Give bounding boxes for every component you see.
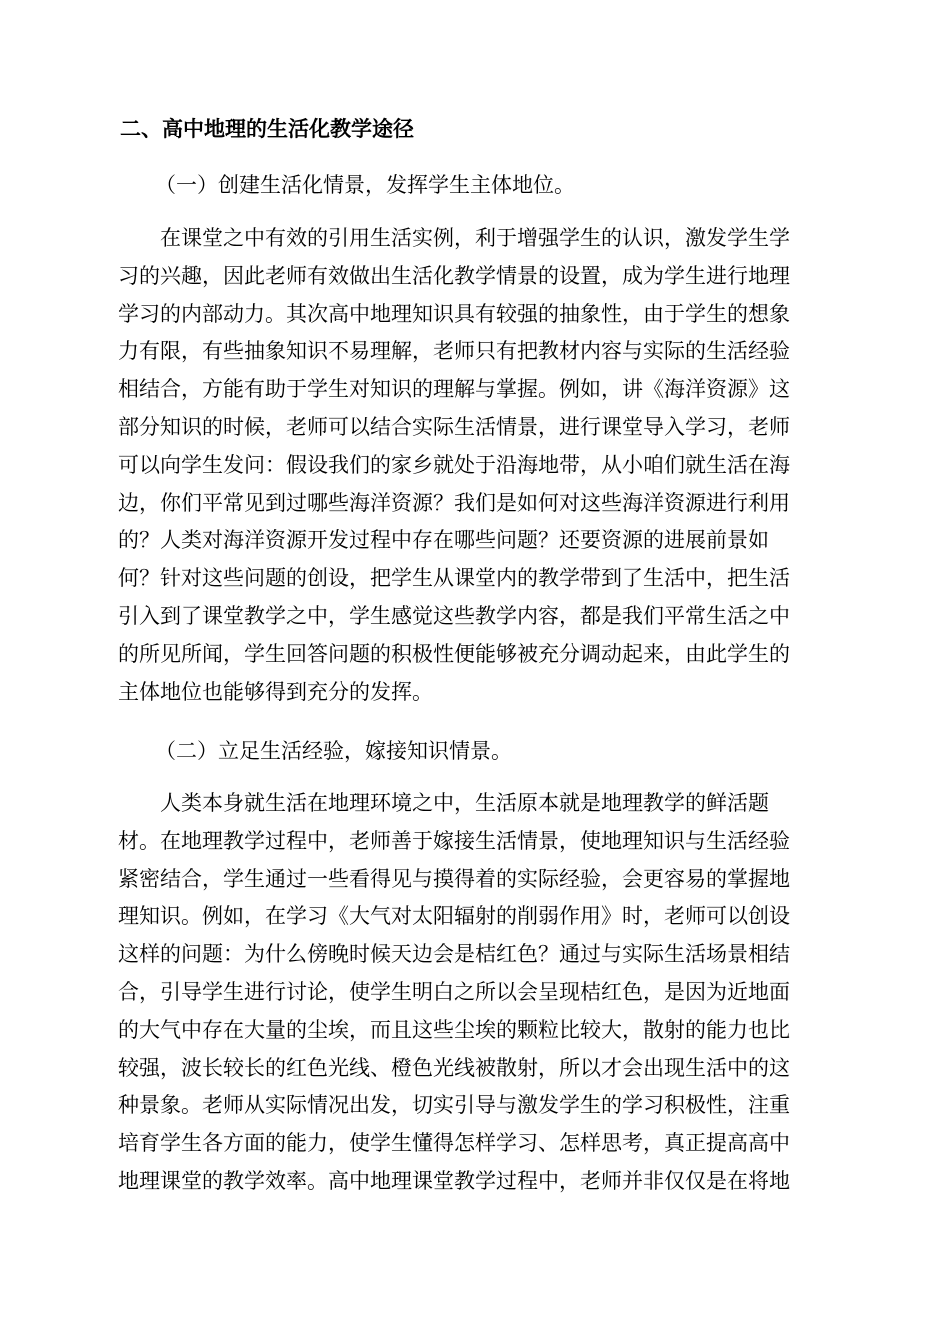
paragraph-line: 的所见所闻，学生回答问题的积极性便能够被充分调动起来，由此学生的	[118, 641, 790, 666]
paragraph-line: 主体地位也能够得到充分的发挥。	[118, 679, 433, 704]
subsection-title-1: （一）创建生活化情景，发挥学生主体地位。	[155, 173, 575, 197]
paragraph-line: 引入到了课堂教学之中，学生感觉这些教学内容，都是我们平常生活之中	[118, 603, 790, 628]
paragraph-line: 种景象。老师从实际情况出发，切实引导与激发学生的学习积极性，注重	[118, 1093, 790, 1118]
paragraph-line: 材。在地理教学过程中，老师善于嫁接生活情景，使地理知识与生活经验	[118, 828, 790, 853]
paragraph-line: 这样的问题：为什么傍晚时候天边会是桔红色？通过与实际生活场景相结	[118, 942, 790, 967]
paragraph-1	[118, 220, 830, 711]
paragraph-line: 培育学生各方面的能力，使学生懂得怎样学习、怎样思考，真正提高高中	[118, 1131, 790, 1156]
paragraph-line: 紧密结合，学生通过一些看得见与摸得着的实际经验，会更容易的掌握地	[118, 866, 790, 891]
paragraph-line: 可以向学生发问：假设我们的家乡就处于沿海地带，从小咱们就生活在海	[118, 452, 790, 477]
paragraph-2	[118, 785, 830, 1201]
paragraph-line: 的？人类对海洋资源开发过程中存在哪些问题？还要资源的进展前景如	[118, 528, 769, 553]
paragraph-line: 较强，波长较长的红色光线、橙色光线被散射，所以才会出现生活中的这	[118, 1055, 790, 1080]
paragraph-line: 理知识。例如，在学习《大气对太阳辐射的削弱作用》时，老师可以创设	[118, 904, 790, 929]
paragraph-line: 相结合，方能有助于学生对知识的理解与掌握。例如，讲《海洋资源》这	[118, 377, 790, 402]
paragraph-line: 部分知识的时候，老师可以结合实际生活情景，进行课堂导入学习，老师	[118, 414, 790, 439]
paragraph-line: 边，你们平常见到过哪些海洋资源？我们是如何对这些海洋资源进行利用	[118, 490, 790, 515]
paragraph-line: 何？针对这些问题的创设，把学生从课堂内的教学带到了生活中，把生活	[118, 566, 790, 591]
section-heading: 二、高中地理的生活化教学途径	[120, 117, 414, 141]
paragraph-line: 力有限，有些抽象知识不易理解，老师只有把教材内容与实际的生活经验	[118, 339, 790, 364]
paragraph-line: 人类本身就生活在地理环境之中，生活原本就是地理教学的鲜活题	[160, 791, 769, 815]
paragraph-line: 在课堂之中有效的引用生活实例，利于增强学生的认识，激发学生学	[160, 226, 790, 250]
subsection-title-2: （二）立足生活经验，嫁接知识情景。	[155, 739, 512, 763]
paragraph-line: 地理课堂的教学效率。高中地理课堂教学过程中，老师并非仅仅是在将地	[118, 1168, 790, 1193]
paragraph-line: 学习的内部动力。其次高中地理知识具有较强的抽象性，由于学生的想象	[118, 301, 790, 326]
paragraph-line: 习的兴趣，因此老师有效做出生活化教学情景的设置，成为学生进行地理	[118, 263, 790, 288]
paragraph-line: 的大气中存在大量的尘埃，而且这些尘埃的颗粒比较大，散射的能力也比	[118, 1017, 790, 1042]
paragraph-line: 合，引导学生进行讨论，使学生明白之所以会呈现桔红色，是因为近地面	[118, 979, 790, 1004]
